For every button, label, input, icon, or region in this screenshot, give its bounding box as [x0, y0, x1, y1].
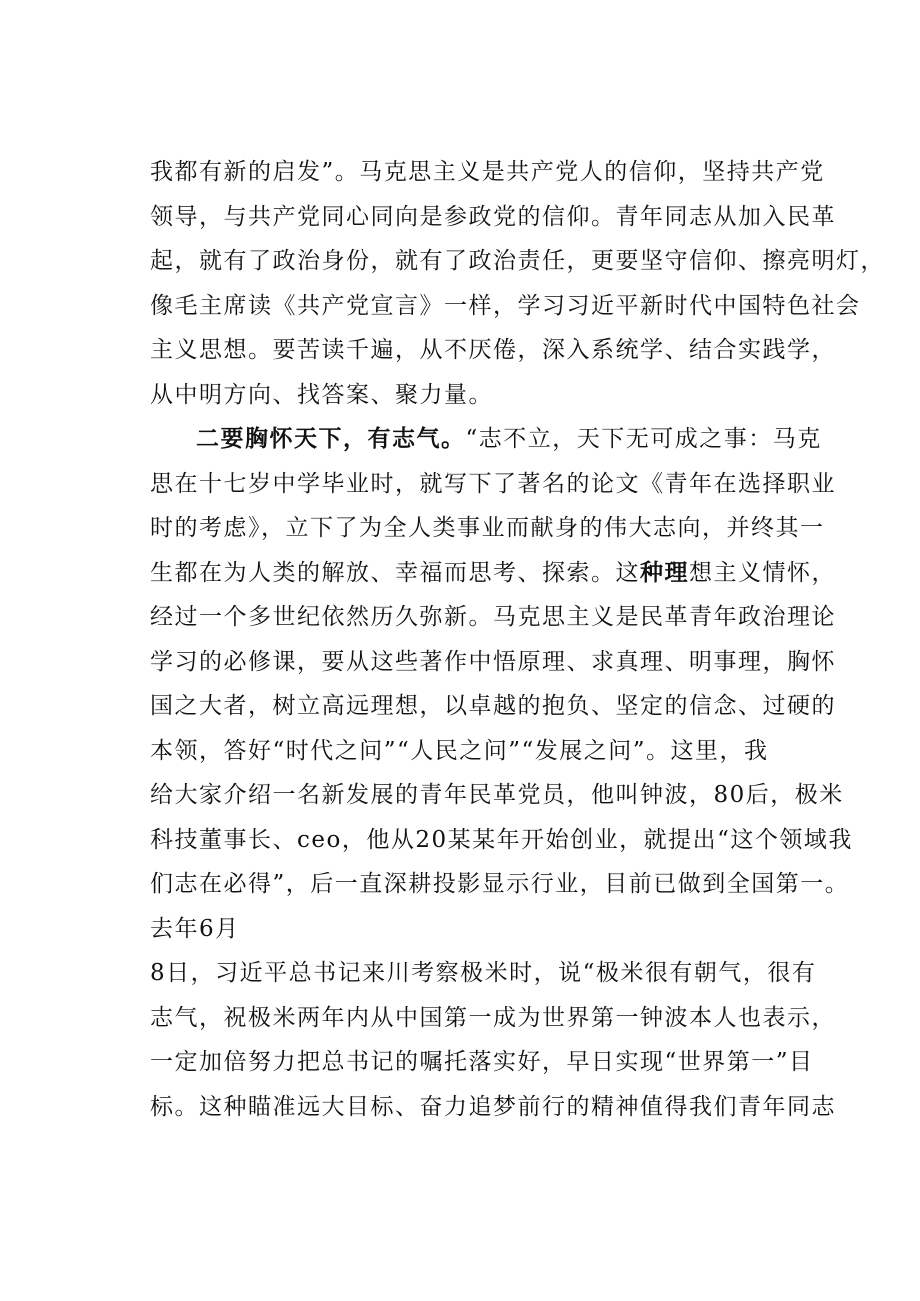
text-line: 一定加倍努力把总书记的嘱托落实好，早日实现“世界第一”目	[150, 1049, 814, 1075]
bold-fragment: 种理	[640, 558, 689, 586]
text-line: 起，就有了政治身份，就有了政治责任，更要坚守信仰、擦亮明灯，	[150, 248, 885, 274]
text-line: 领导，与共产党同心同向是参政党的信仰。青年同志从加入民革	[150, 203, 836, 230]
body-text	[150, 150, 885, 1129]
text-line: 我都有新的启发”。马克思主义是共产党人的信仰，坚持共产党	[150, 159, 825, 185]
text-line: 科技董事长、ceo，他从20某某年开始创业，就提出“这个领域我	[150, 826, 853, 853]
text-line: 主义思想。要苦读千遍，从不厌倦，深入系统学、结合实践学，	[150, 337, 836, 363]
paragraph-1	[150, 150, 885, 417]
text-line: 标。这种瞄准远大目标、奋力追梦前行的精神值得我们青年同志	[150, 1093, 836, 1120]
text-line: 学习的必修课，要从这些著作中悟原理、求真理、明事理，胸怀	[150, 648, 836, 675]
text-line	[150, 417, 830, 462]
text-line: 给大家介绍一名新发展的青年民革党员，他叫钟波，80后，极米	[150, 782, 844, 808]
paragraph-2	[150, 417, 853, 1129]
text-line: 经过一个多世纪依然历久弥新。马克思主义是民革青年政治理论	[150, 604, 836, 630]
text-line: 8日，习近平总书记来川考察极米时，说“极米很有朝气，很有	[150, 960, 817, 986]
text-line	[150, 551, 836, 596]
text-fragment: 想主义情怀，	[689, 559, 836, 586]
section-heading: 二要胸怀天下，有志气。	[196, 425, 466, 452]
text-line: 时的考虑》，立下了为全人类事业而献身的伟大志向，并终其一	[150, 515, 825, 541]
text-fragment: “志不立，天下无可成之事：马克	[465, 426, 822, 452]
text-line: 国之大者，树立高远理想，以卓越的抱负、坚定的信念、过硬的	[150, 693, 836, 719]
text-line: 像毛主席读《共产党宣言》一样，学习习近平新时代中国特色社会	[150, 292, 861, 319]
text-fragment: 生都在为人类的解放、幸福而思考、探索。这	[150, 559, 640, 586]
text-line: 思在十七岁中学毕业时，就写下了著名的论文《青年在选择职业	[150, 470, 836, 497]
text-line: 们志在必得”，后一直深耕投影显示行业，目前已做到全国第一。	[150, 871, 850, 897]
text-line: 去年6月	[150, 915, 240, 942]
text-line: 志气，祝极米两年内从中国第一成为世界第一钟波本人也表示，	[150, 1004, 836, 1031]
text-line: 从中明方向、找答案、聚力量。	[150, 381, 493, 408]
text-line: 本领，答好“时代之问”“人民之问”“发展之问”。这里，我	[150, 737, 769, 764]
